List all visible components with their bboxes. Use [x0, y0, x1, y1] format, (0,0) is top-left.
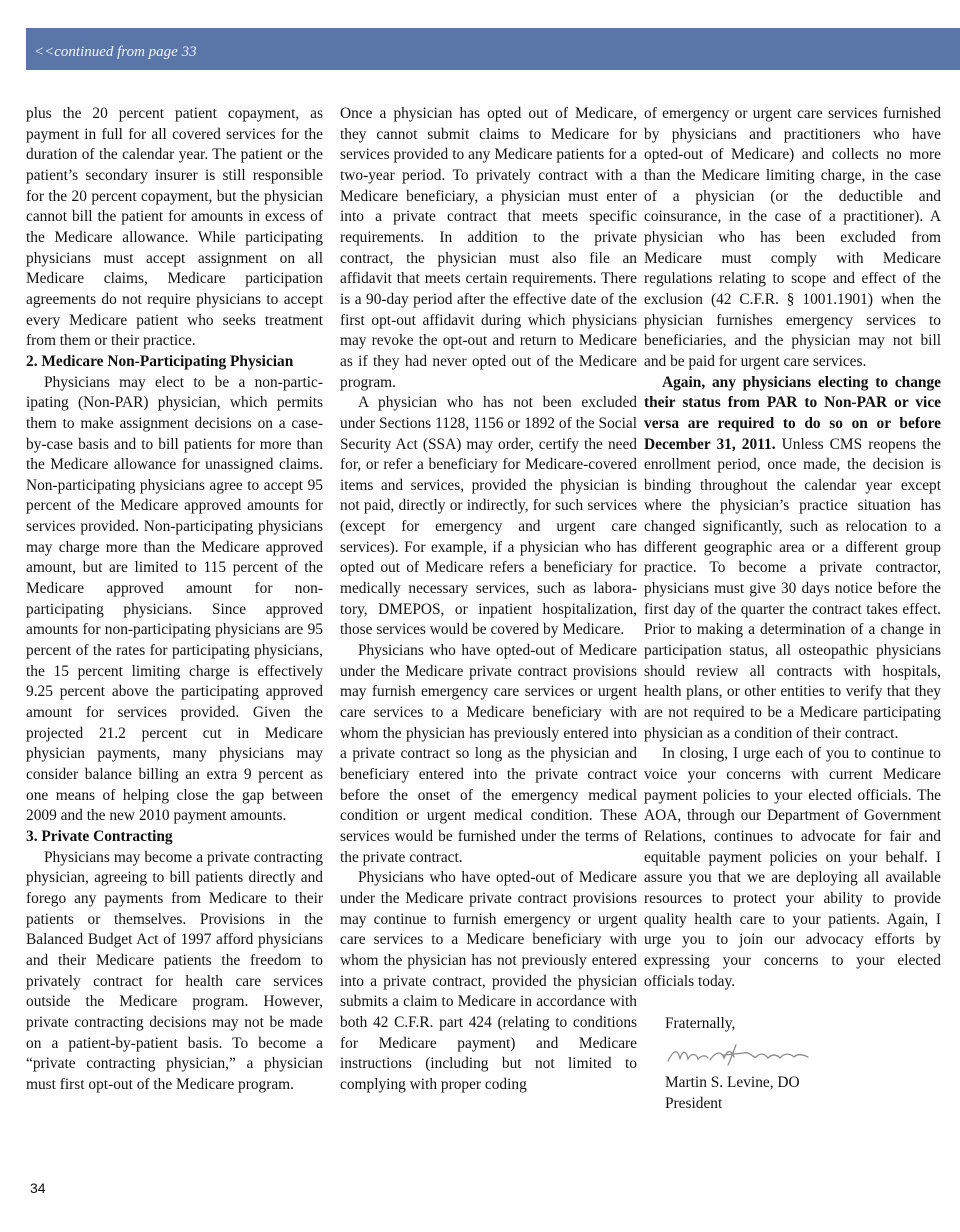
closing-salutation: Fraternally,	[665, 1015, 736, 1033]
column-1	[26, 104, 323, 1096]
section-heading-non-par: 2. Medicare Non-Participating Physician	[26, 352, 294, 370]
column-2	[340, 104, 637, 1096]
section-heading-private-contracting: 3. Private Contracting	[26, 827, 173, 845]
paragraph: A physician who has not been excluded under Sections 1128, 1156 or 1892 of the Social Security Act (SSA) may order, certify the need for, or refer a beneficiary for Medicare-covered items and services, provided the physician is not paid, directly or indirectly, for such services (except for emergency and urgent care services). For example, if a physician who has opted out of Medicare refers a beneficiary for medically necessary services, such as laboratory, DMEPOS, or inpatient hospitalization, those services would be covered by Medicare.	[340, 394, 637, 639]
continued-from-label: <<continued from page 33	[34, 44, 197, 60]
paragraph-deadline	[644, 373, 941, 745]
paragraph: Physicians who have opted-out of Medicare under the Medicare private contract provisions may furnish emergency care services or urgent care services to a Medicare beneficiary with whom the physician has previously entered into a private contract so long as the physician and beneficiary entered into the private contract before the onset of the emergency medical condition or urgent medical condition. These services would be furnished under the terms of the private contract.	[340, 642, 637, 866]
signature-image	[664, 1041, 814, 1069]
paragraph: Physicians may elect to be a non-participating (Non-PAR) physician, which permits them to make assignment decisions on a case-by-case basis and to bill patients for more than the Medicare allowance for unassigned claims. Non-participating physicians agree to accept 95 percent of the Medicare approved amounts for services provided. Non-participating physicians may charge more than the Medicare approved amount, but are limited to 115 percent of the Medicare approved amount for non-participating physicians. Since approved amounts for non-participating physicians are 95 percent of the rates for participating physicians, the 15 percent limiting charge is effectively 9.25 percent above the participating approved amount for services provided. Given the projected 21.2 percent cut in Medicare physician payments, many physicians may consider balance billing an extra 9 percent as one means of helping close the gap between 2009 and the new 2010 payment amounts.	[26, 373, 323, 825]
paragraph: of emergency or urgent care services furnished by physicians and practitioners who have opted-out of Medicare) and collects no more than the Medicare limiting charge, in the case of a physician (or the deductible and coinsurance, in the case of a practitioner). A physician who has been excluded from Medicare must comply with Medicare regulations relating to scope and effect of the exclusion (42 C.F.R. § 1001.1901) when the physician furnishes emergency services to beneficiaries, and the physician may not bill and be paid for urgent care services.	[644, 105, 941, 370]
page-number: 34	[30, 1180, 46, 1196]
continued-banner	[26, 28, 960, 70]
paragraph: In closing, I urge each of you to continue to voice your concerns with current Medicare payment policies to your elected officials. The AOA, through our Department of Government Relations, continues to advocate for fair and equitable payment policies on your behalf. I assure you that we are deploying all available resources to protect your ability to provide quality health care to your patients. Again, I urge you to join our advocacy efforts by expressing your concerns to your elected officials today.	[644, 745, 941, 990]
column-3	[644, 104, 941, 1114]
deadline-notice: Again, any physicians electing to change their status from PAR to Non-PAR or vice versa are required to do so on or before December 31, 2011.	[644, 373, 941, 453]
signer-name: Martin S. Levine, DO	[665, 1073, 800, 1091]
paragraph-continuation: Unless CMS reopens the enrollment period, once made, the decision is binding throughout the calendar year except where the physician’s practice situation has changed significantly, such as relocation to a different geographic area or a different group practice. To become a private contractor, physicians must give 30 days notice before the first day of the quarter the contract takes effect. Prior to making a determination of a change in participation status, all osteopathic physicians should review all contracts with hospitals, health plans, or other entities to verify that they are not required to be a Medicare participating physician as a condition of their contract.	[644, 435, 941, 742]
paragraph: Once a physician has opted out of Medicare, they cannot submit claims to Medicare for services provided to any Medicare patients for a two-year period. To privately contract with a Medicare beneficiary, a physician must enter into a private contract that meets specific requirements. In addition to the private contract, the physician must also file an affidavit that meets certain requirements. There is a 90-day period after the effective date of the first opt-out affidavit during which physicians may revoke the opt-out and return to Medicare as if they had never opted out of the Medicare program.	[340, 105, 637, 391]
paragraph: Physicians who have opted-out of Medicare under the Medicare private contract provisions may continue to furnish emergency or urgent care services to a Medicare beneficiary with whom the physician has not previously entered into a private contract, provided the physician submits a claim to Medicare in accordance with both 42 C.F.R. part 424 (relating to conditions for Medicare payment) and Medicare instructions (including but not limited to complying with proper coding	[340, 869, 637, 1093]
paragraph: plus the 20 percent patient copayment, as payment in full for all covered services for the duration of the calendar year. The patient or the patient’s secondary insurer is still responsible for the 20 percent copayment, but the physician cannot bill the patient for amounts in excess of the Medicare allowance. While participating physicians must accept assignment on all Medicare claims, Medicare participation agreements do not require physicians to accept every Medicare patient who seeks treatment from them or their practice.	[26, 105, 323, 350]
signer-title: President	[665, 1094, 723, 1112]
paragraph: Physicians may become a private contracting physician, agreeing to bill patients directly and forego any payments from Medicare to their patients or themselves. Provisions in the Balanced Budget Act of 1997 afford physicians and their Medicare patients the freedom to privately contract for health care services outside the Medicare program. However, private contracting decisions may not be made on a patient-by-patient basis. To become a “private contracting physician,” a physician must first opt-out of the Medicare program.	[26, 848, 323, 1093]
